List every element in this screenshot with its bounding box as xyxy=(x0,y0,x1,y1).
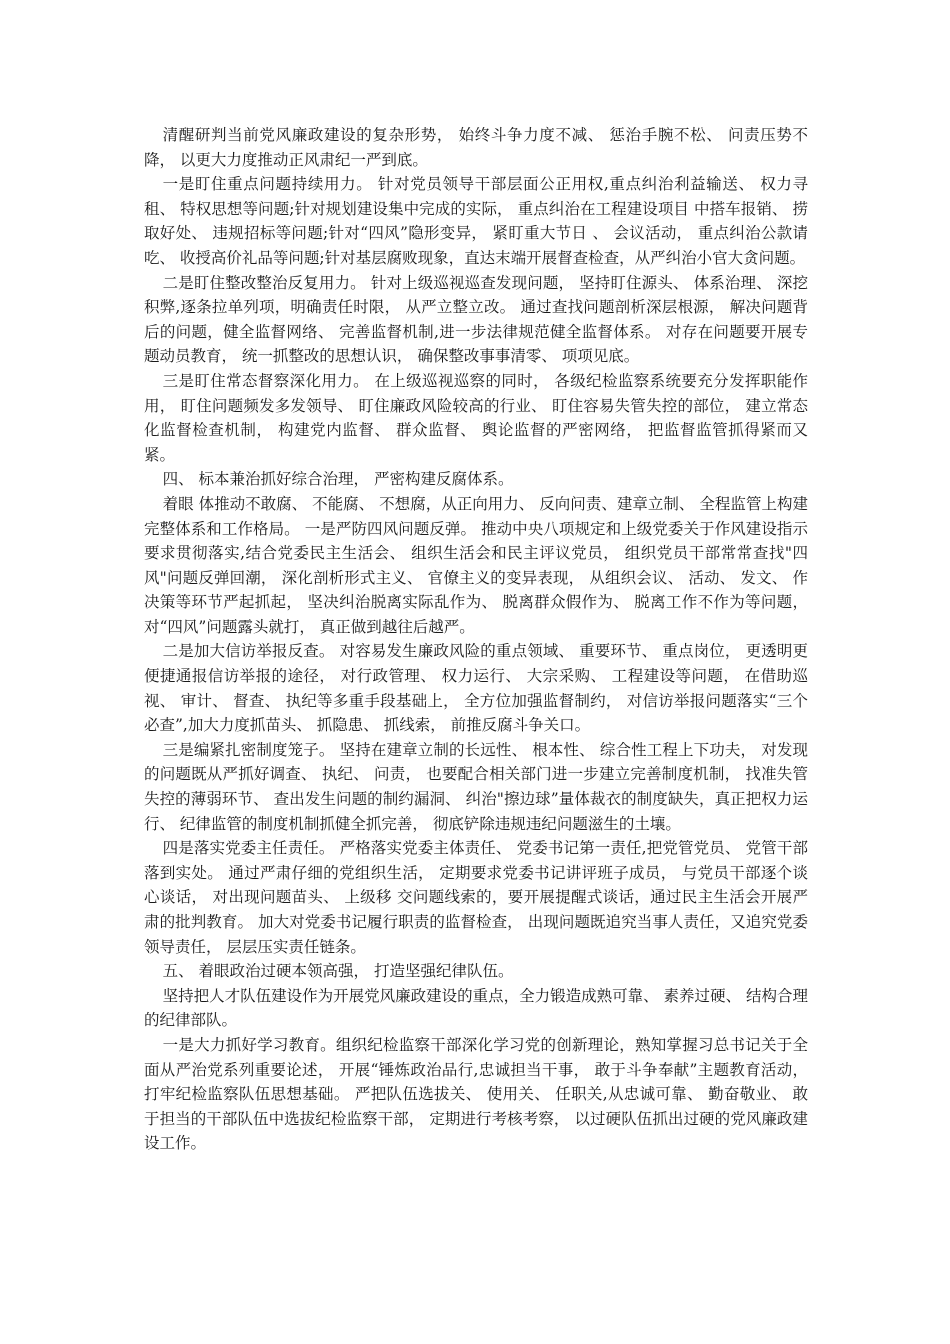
paragraph: 着眼 体推动不敢腐、 不能腐、 不想腐，从正向用力、 反向问责、建章立制、 全程监管上构建完整体系和工作格局。 一是严防四风问题反弹。 推动中央八项规定和上级党委关于作风建设指示要求贯彻落实,结合党委民主生活会、 组织生活会和民主评议党员， 组织党员干部常常查找"四风"问题反弹回潮， 深化剖析形式主义、 官僚主义的变异表现， 从组织会议、 活动、 发文、 作决策等环节严起抓起， 坚决纠治脱离实际乱作为、 脱离群众假作为、 脱离工作不作为等问题， 对“四风”问题露头就打， 真正做到越往后越严。 xyxy=(144,494,808,636)
document-body xyxy=(144,123,808,1156)
paragraph: 二是加大信访举报反查。 对容易发生廉政风险的重点领域、 重要环节、 重点岗位， 更透明更便捷通报信访举报的途径， 对行政管理、 权力运行、 大宗采购、 工程建设等问题， 在借助巡视、 审计、 督查、 执纪等多重手段基础上， 全方位加强监督制约， 对信访举报问题落实“三个必查”,加大力度抓苗头、 抓隐患、 抓线索， 前推反腐斗争关口。 xyxy=(144,642,808,735)
paragraph: 四是落实党委主任责任。 严格落实党委主体责任、 党委书记第一责任,把党管党员、 党管干部落到实处。 通过严肃仔细的党组织生活， 定期要求党委书记讲评班子成员， 与党员干部逐个谈心谈话， 对出现问题苗头、 上级移 交问题线索的，要开展提醒式谈话，通过民主生活会开展严肃的批判教育。 加大对党委书记履行职责的监督检查， 出现问题既追究当事人责任，又追究党委领导责任， 层层压实责任链条。 xyxy=(144,839,808,956)
section-heading: 四、 标本兼治抓好综合治理， 严密构建反腐体系。 xyxy=(162,470,514,489)
paragraph: 三是编紧扎密制度笼子。 坚持在建章立制的长远性、 根本性、 综合性工程上下功夫， 对发现的问题既从严抓好调查、 执纪、 问责， 也要配合相关部门进一步建立完善制度机制， 找准失管失控的薄弱环节、 查出发生问题的制约漏洞、 纠治"擦边球”量体裁衣的制度缺失，真正把权力运行、 纪律监管的制度机制抓健全抓完善， 彻底铲除违规违纪问题滋生的土壤。 xyxy=(144,740,808,833)
paragraph: 一是大力抓好学习教育。组织纪检监察干部深化学习党的创新理论，熟知掌握习总书记关于全面从严治党系列重要论述， 开展“锤炼政治品行,忠诚担当干事， 敢于斗争奉献”主题教育活动，打牢纪检监察队伍思想基础。 严把队伍选拔关、 使用关、 任职关,从忠诚可靠、 勤奋敬业、 敢于担当的干部队伍中选拔纪检监察干部， 定期进行考核考察， 以过硬队伍抓出过硬的党风廉政建设工作。 xyxy=(144,1035,808,1153)
paragraph: 一是盯住重点问题持续用力。 针对党员领导干部层面公正用权,重点纠治利益输送、 权力寻租、 特权思想等问题;针对规划建设集中完成的实际， 重点纠治在工程建设项目 中搭车报销、 捞取好处、 违规招标等问题;针对“四风”隐形变异， 紧盯重大节日 、 会议活动， 重点纠治公款请吃、 收授高价礼品等问题;针对基层腐败现象，直达末端开展督查检查，从严纠治小官大贪问题。 xyxy=(144,175,808,267)
section-heading: 五、 着眼政治过硬本领高强， 打造坚强纪律队伍。 xyxy=(162,962,514,981)
paragraph: 坚持把人才队伍建设作为开展党风廉政建设的重点，全力锻造成熟可靠、 素养过硬、 结构合理的纪律部队。 xyxy=(144,986,808,1030)
paragraph: 三是盯住常态督察深化用力。 在上级巡视巡察的同时， 各级纪检监察系统要充分发挥职能作用， 盯住问题频发多发领导、 盯住廉政风险较高的行业、 盯住容易失管失控的部位， 建立常态化监督检查机制， 构建党内监督、 群众监督、 舆论监督的严密网络， 把监督监管抓得紧而又紧。 xyxy=(144,371,808,464)
paragraph: 二是盯住整改整治反复用力。 针对上级巡视巡查发现问题， 坚持盯住源头、 体系治理、 深挖积弊,逐条拉单列项，明确责任时限， 从严立整立改。 通过查找问题剖析深层根源， 解决问题背后的问题，健全监督网络、 完善监督机制,进一步法律规范健全监督体系。 对存在问题要开展专题动员教育， 统一抓整改的思想认识， 确保整改事事清零、 项项见底。 xyxy=(144,273,808,366)
paragraph: 清醒研判当前党风廉政建设的复杂形势， 始终斗争力度不减、 惩治手腕不松、 问责压势不降， 以更大力度推动正风肃纪一严到底。 xyxy=(144,126,808,169)
